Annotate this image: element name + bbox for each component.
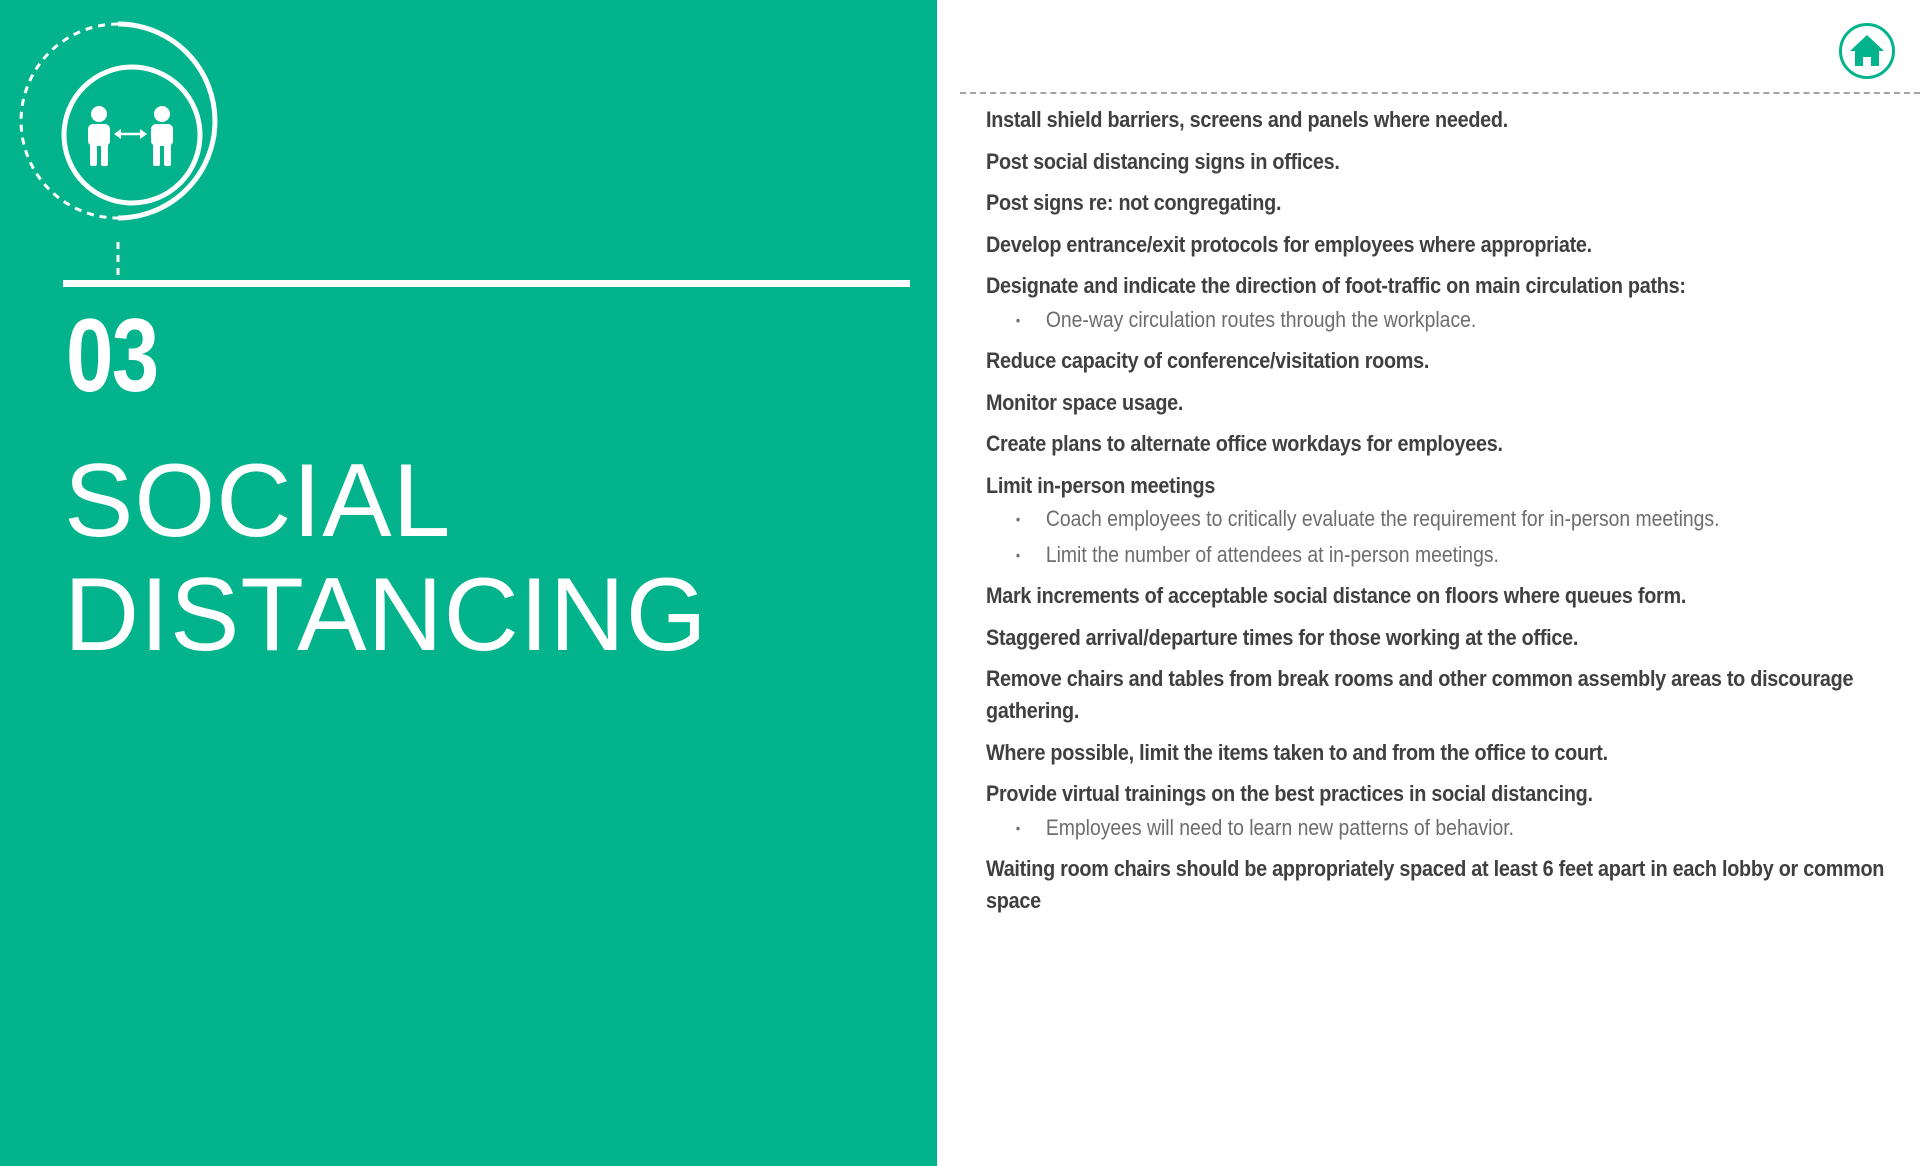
sub-bullet-item <box>986 304 1920 336</box>
section-number: 03 <box>66 298 158 414</box>
section-title-line2: DISTANCING <box>64 557 708 673</box>
bullet-icon: • <box>1015 546 1021 563</box>
bullet-icon: • <box>1015 819 1021 836</box>
bullet-icon: • <box>1015 511 1021 527</box>
guidelines-list <box>986 104 1906 927</box>
section-title-line1: SOCIAL <box>64 443 452 559</box>
guideline-item: Create plans to alternate office workdays for employees. <box>986 431 1503 456</box>
title-divider <box>63 280 910 287</box>
guideline-item: Waiting room chairs should be appropriately spaced at least 6 feet apart in each lobby or common space <box>986 856 1885 913</box>
header-dashed-rule <box>960 92 1920 94</box>
guideline-item: Reduce capacity of conference/visitation rooms. <box>986 348 1430 373</box>
guideline-item: Staggered arrival/departure times for those working at the office. <box>986 624 1579 650</box>
sub-bullet-text: Limit the number of attendees at in-person meetings. <box>1045 541 1499 567</box>
bullet-icon: • <box>1015 311 1021 328</box>
guideline-item: Post social distancing signs in offices. <box>986 148 1340 174</box>
guideline-item: Remove chairs and tables from break rooms and other common assembly areas to discourage gathering. <box>986 666 1854 723</box>
sub-bullet-item <box>986 812 1920 844</box>
guideline-item: Designate and indicate the direction of foot-traffic on main circulation paths: <box>986 273 1686 298</box>
guideline-item: Where possible, limit the items taken to and from the office to court. <box>986 739 1608 765</box>
section-cover-panel <box>0 0 937 1166</box>
guideline-item: Install shield barriers, screens and panels where needed. <box>986 107 1508 132</box>
guideline-item: Provide virtual trainings on the best practices in social distancing. <box>986 781 1593 806</box>
sub-bullet-text: Employees will need to learn new patterns of behavior. <box>1045 814 1514 840</box>
section-title <box>64 444 708 672</box>
guideline-item: Limit in-person meetings <box>986 472 1216 498</box>
social-distancing-people-icon <box>18 18 248 288</box>
guideline-item: Develop entrance/exit protocols for employees where appropriate. <box>986 231 1592 257</box>
sub-bullet-item <box>986 539 1920 571</box>
sub-bullet-text: Coach employees to critically evaluate the requirement for in-person meetings. <box>1045 506 1720 531</box>
guideline-item: Post signs re: not congregating. <box>986 190 1282 215</box>
sub-bullet-text: One-way circulation routes through the workplace. <box>1045 306 1477 332</box>
guideline-item: Mark increments of acceptable social distance on floors where queues form. <box>986 583 1687 608</box>
sub-bullet-item <box>986 503 1920 535</box>
guideline-item: Monitor space usage. <box>986 389 1184 415</box>
home-icon[interactable] <box>1838 22 1896 80</box>
